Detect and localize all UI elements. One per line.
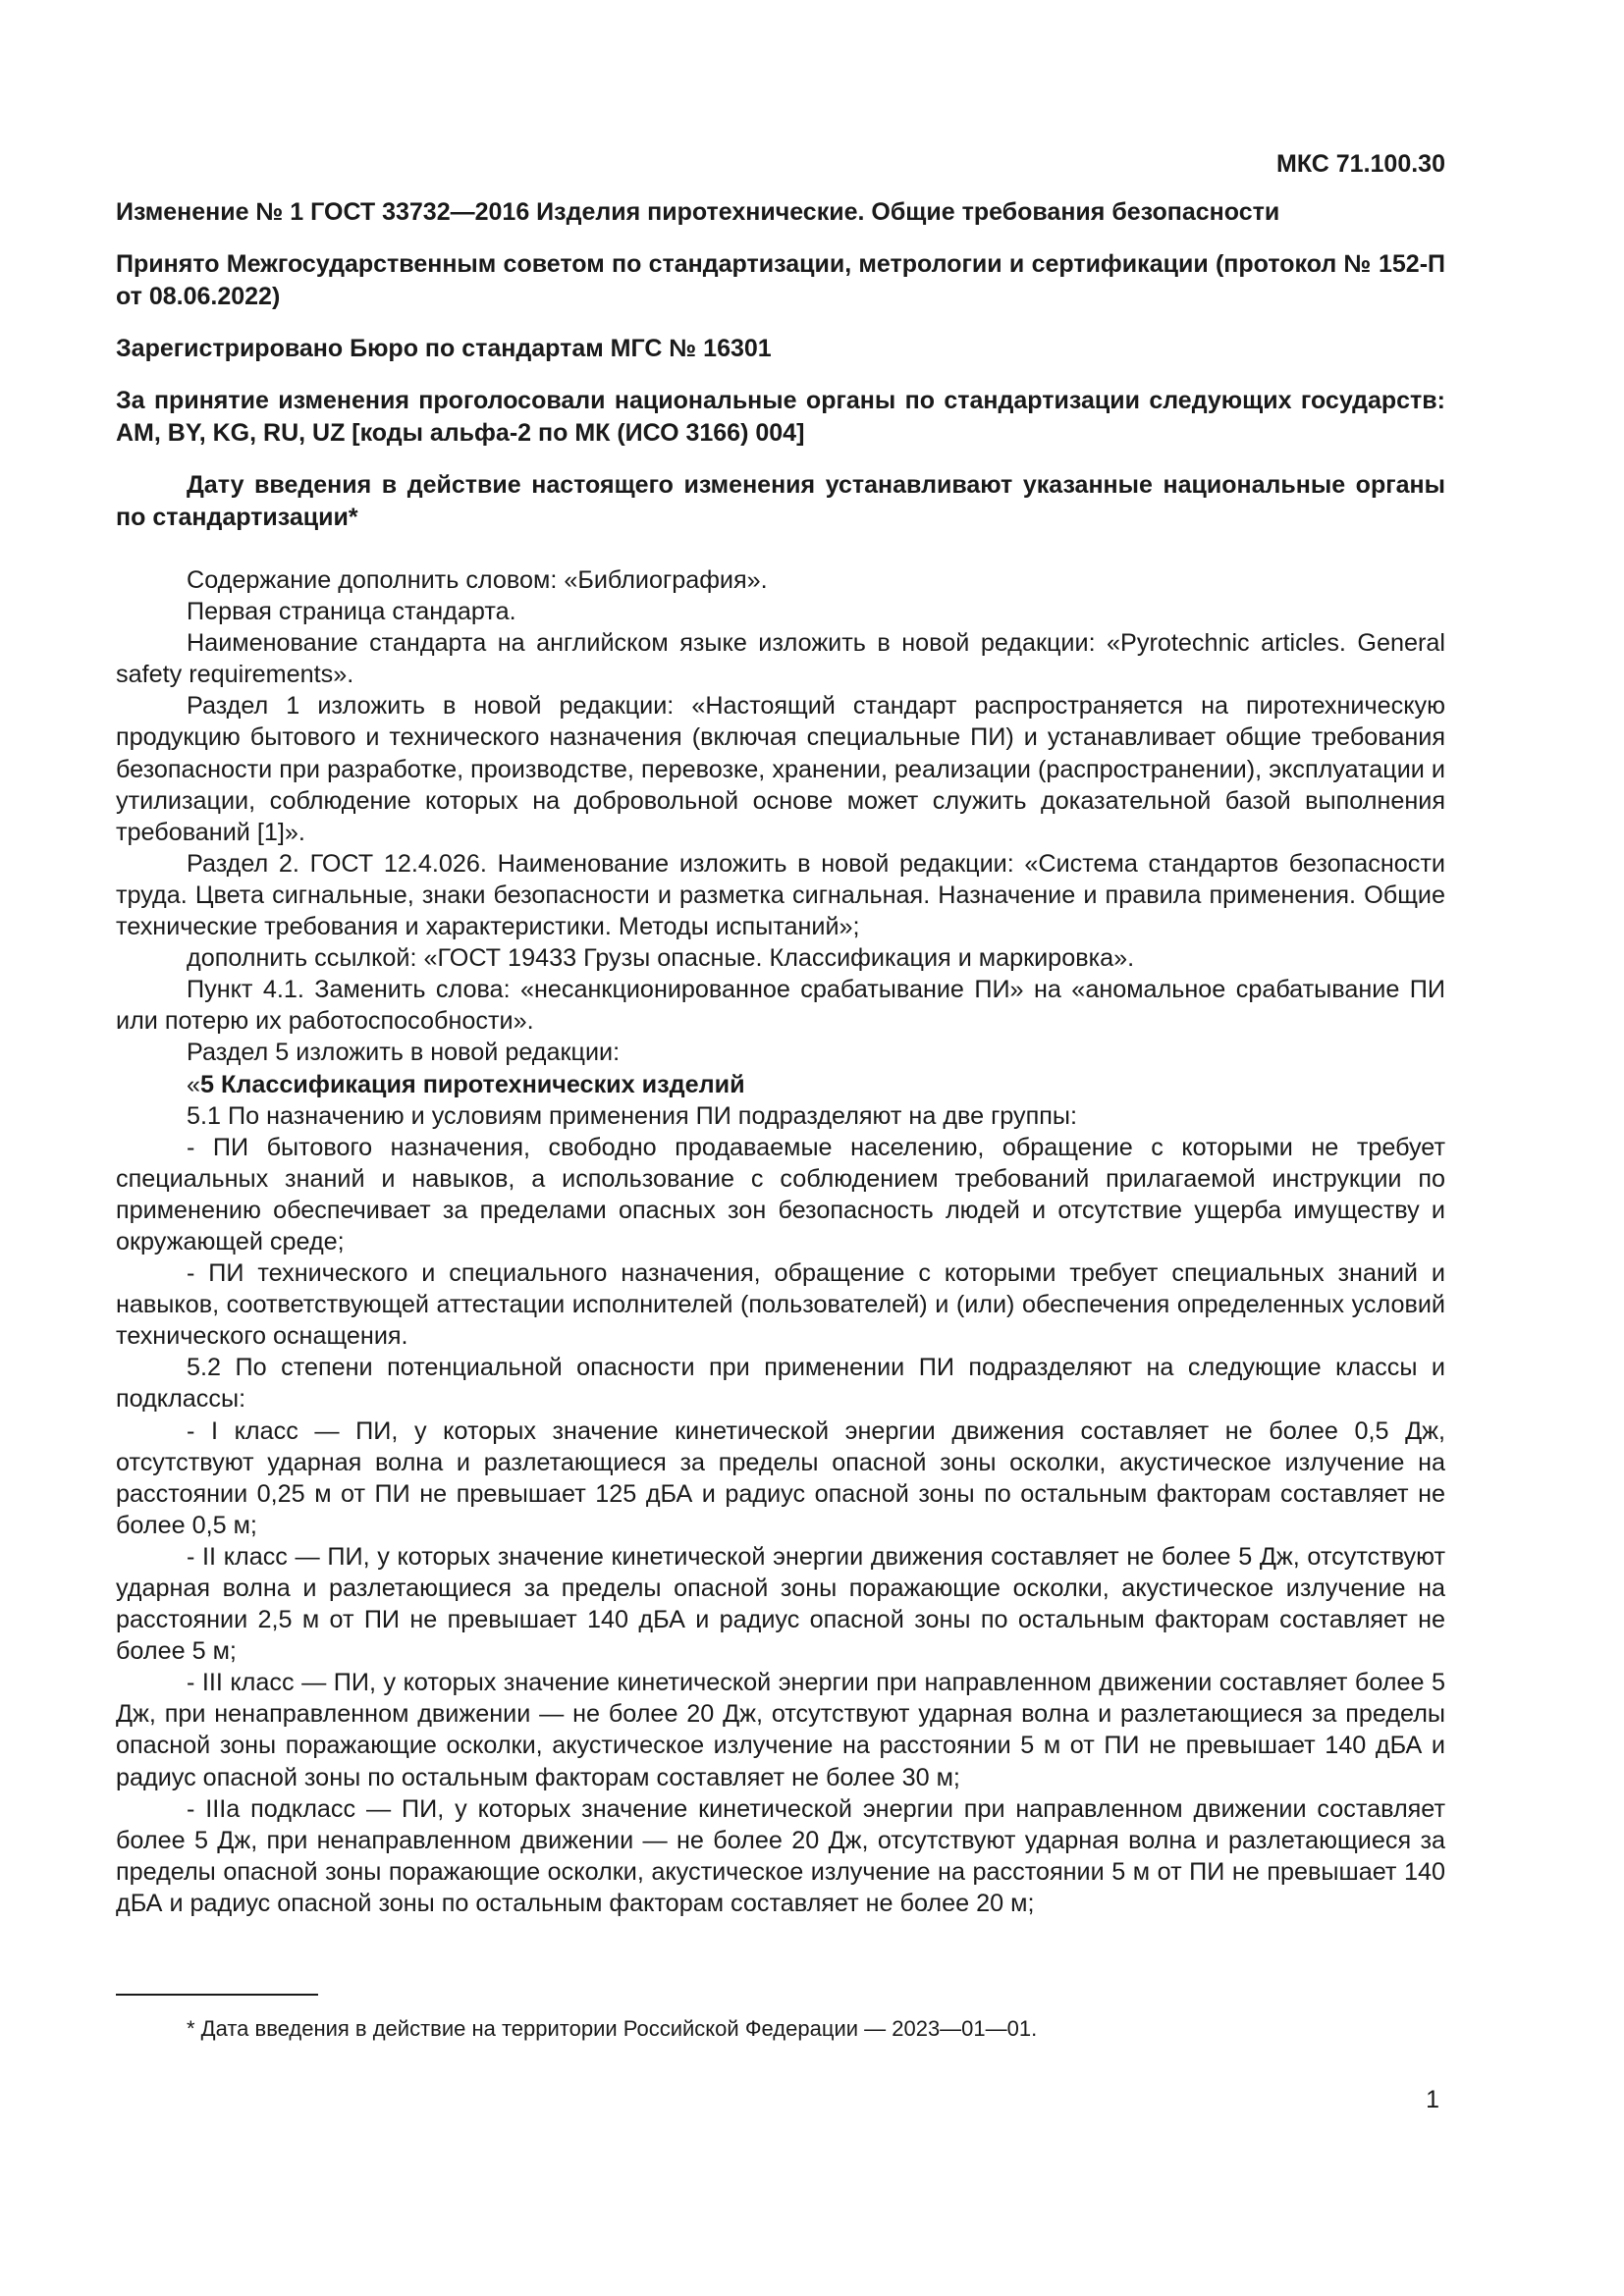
open-quote: « [187, 1070, 201, 1098]
body-paragraph: - ПИ технического и специального назначения, обращение с которыми требует специальных знаний и навыков, соответствующей аттестации исполнителей (пользователей) и (или) обеспечения определенных условий технического оснащения. [116, 1259, 1445, 1351]
change-title: Изменение № 1 ГОСТ 33732—2016 Изделия пиротехнические. Общие требования безопасности [116, 198, 1280, 226]
body-paragraph: Раздел 2. ГОСТ 12.4.026. Наименование изложить в новой редакции: «Система стандартов безопасности труда. Цвета сигнальные, знаки безопасности и разметка сигнальная. Назначение и правила применения. Общие технические требования и характеристики. Методы испытаний»; [116, 849, 1445, 941]
body-paragraph: - IIIa подкласс — ПИ, у которых значение кинетической энергии при направленном движении составляет более 5 Дж, при ненаправленном движении — не более 20 Дж, отсутствуют ударная волна и разлетающиеся за пределы опасной зоны поражающие осколки, акустическое излучение на расстоянии 5 м от ПИ не превышает 140 дБА и радиус опасной зоны по остальным факторам составляет не более 20 м; [116, 1794, 1445, 1917]
body-paragraph: Первая страница стандарта. [187, 598, 516, 626]
body-paragraph: 5.2 По степени потенциальной опасности при применении ПИ подразделяют на следующие классы и подклассы: [116, 1354, 1445, 1414]
document-page [116, 0, 1445, 2296]
adopted-statement: Принято Межгосударственным советом по стандартизации, метрологии и сертификации (протокол № 152-П от 08.06.2022) [116, 250, 1445, 310]
voted-statement: За принятие изменения проголосовали национальные органы по стандартизации следующих государств: AM, BY, KG, RU, UZ [коды альфа-2 по МК (ИСО 3166) 004] [116, 387, 1445, 447]
body-paragraph: - II класс — ПИ, у которых значение кинетической энергии движения составляет не более 5 Дж, отсутствуют ударная волна и разлетающиеся за пределы опасной зоны поражающие осколки, акустическое излучение на расстоянии 2,5 м от ПИ не превышает 140 дБА и радиус опасной зоны по остальным факторам составляет не более 5 м; [116, 1542, 1445, 1666]
page-number: 1 [1426, 2086, 1439, 2113]
effective-date-statement: Дату введения в действие настоящего изменения устанавливают указанные национальные органы по стандартизации* [116, 471, 1445, 531]
mks-code: МКС 71.100.30 [1276, 150, 1445, 178]
body-paragraph: 5.1 По назначению и условиям применения ПИ подразделяют на две группы: [187, 1101, 1078, 1130]
body-paragraph: Наименование стандарта на английском языке изложить в новой редакции: «Pyrotechnic articles. General safety requirements». [116, 629, 1445, 689]
document-header [116, 196, 1445, 554]
body-paragraph: - III класс — ПИ, у которых значение кинетической энергии при направленном движении составляет более 5 Дж, при ненаправленном движении — не более 20 Дж, отсутствуют ударная волна и разлетающиеся за пределы опасной зоны поражающие осколки, акустическое излучение на расстоянии 5 м от ПИ не превышает 140 дБА и радиус опасной зоны по остальным факторам составляет не более 30 м; [116, 1669, 1445, 1791]
body-paragraph: Раздел 1 изложить в новой редакции: «Настоящий стандарт распространяется на пиротехническую продукцию бытового и технического назначения (включая специальные ПИ) и устанавливает общие требования безопасности при разработке, производстве, перевозке, хранении, реализации (распространении), эксплуатации и утилизации, соблюдение которых на добровольной основе может служить доказательной базой выполнения требований [1]». [116, 692, 1445, 846]
body-paragraph: дополнить ссылкой: «ГОСТ 19433 Грузы опасные. Классификация и маркировка». [187, 944, 1135, 973]
body-paragraph: Пункт 4.1. Заменить слова: «несанкционированное срабатывание ПИ» на «аномальное срабатывание ПИ или потерю их работоспособности». [116, 976, 1445, 1036]
body-paragraph: - I класс — ПИ, у которых значение кинетической энергии движения составляет не более 0,5 Дж, отсутствуют ударная волна и разлетающиеся за пределы опасной зоны осколки, акустическое излучение на расстоянии 0,25 м от ПИ не превышает 125 дБА и радиус опасной зоны по остальным факторам составляет не более 0,5 м; [116, 1416, 1445, 1539]
body-paragraph: Раздел 5 изложить в новой редакции: [187, 1039, 621, 1067]
section-heading-text: 5 Классификация пиротехнических изделий [200, 1070, 745, 1098]
body-paragraph: Содержание дополнить словом: «Библиография». [187, 566, 768, 594]
document-body [116, 564, 1445, 1919]
footnote: * Дата введения в действие на территории Российской Федерации — 2023—01—01. [187, 2016, 1038, 2041]
registered-statement: Зарегистрировано Бюро по стандартам МГС № 16301 [116, 335, 772, 362]
footnote-rule [116, 1994, 318, 1996]
body-paragraph: - ПИ бытового назначения, свободно продаваемые населению, обращение с которыми не требует специальных знаний и навыков, а использование с соблюдением требований прилагаемой инструкции по применению обеспечивает за пределами опасных зон безопасность людей и отсутствие ущерба имуществу и окружающей среде; [116, 1133, 1445, 1255]
section-heading [116, 1069, 1445, 1100]
